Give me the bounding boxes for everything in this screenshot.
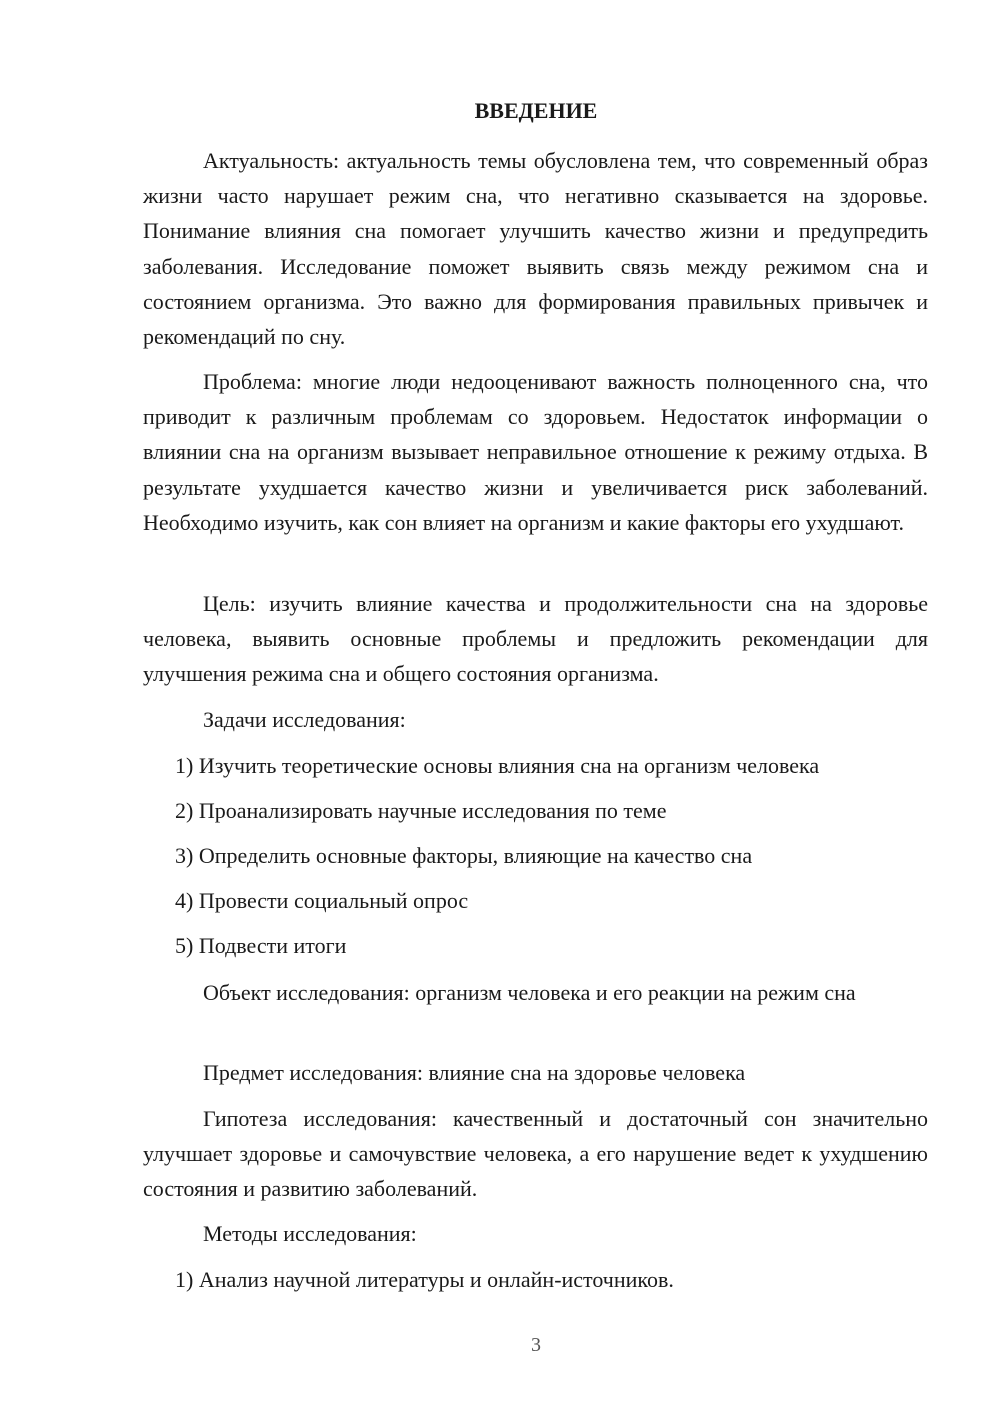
task-item-5: 5) Подвести итоги [175, 933, 347, 958]
page-number: 3 [531, 1334, 541, 1356]
tasks-heading: Задачи исследования: [203, 707, 406, 732]
subject-paragraph: Предмет исследования: влияние сна на здоровье человека [203, 1060, 746, 1085]
task-item-4: 4) Провести социальный опрос [175, 888, 469, 913]
methods-heading: Методы исследования: [203, 1221, 417, 1246]
task-item-3: 3) Определить основные факторы, влияющие на качество сна [175, 843, 753, 868]
hypothesis-paragraph: Гипотеза исследования: качественный и достаточный сон значительно улучшает здоровье и самочувствие человека, а его нарушение ведет к ухудшению состояния и развитию заболеваний. [143, 1106, 928, 1202]
method-item-1: 1) Анализ научной литературы и онлайн-источников. [175, 1267, 674, 1292]
goal-paragraph: Цель: изучить влияние качества и продолжительности сна на здоровье человека, выявить основные проблемы и предложить рекомендации для улучшения режима сна и общего состояния организма. [143, 591, 928, 687]
task-item-1: 1) Изучить теоретические основы влияния сна на организм человека [175, 753, 820, 778]
page-title: ВВЕДЕНИЕ [474, 98, 598, 123]
object-paragraph: Объект исследования: организм человека и его реакции на режим сна [203, 980, 856, 1005]
relevance-paragraph: Актуальность: актуальность темы обусловлена тем, что современный образ жизни часто нарушает режим сна, что негативно сказывается на здоровье. Понимание влияния сна помогает улучшить качество жизни и предупредить заболевания. Исследование поможет выявить связь между режимом сна и состоянием организма. Это важно для формирования правильных привычек и рекомендаций по сну. [143, 148, 928, 350]
problem-paragraph: Проблема: многие люди недооценивают важность полноценного сна, что приводит к различным проблемам со здоровьем. Недостаток информации о влиянии сна на организм вызывает неправильное отношение к режиму отдыха. В результате ухудшается качество жизни и увеличивается риск заболеваний. Необходимо изучить, как сон влияет на организм и какие факторы его ухудшают. [143, 369, 928, 535]
task-item-2: 2) Проанализировать научные исследования по теме [175, 798, 667, 823]
